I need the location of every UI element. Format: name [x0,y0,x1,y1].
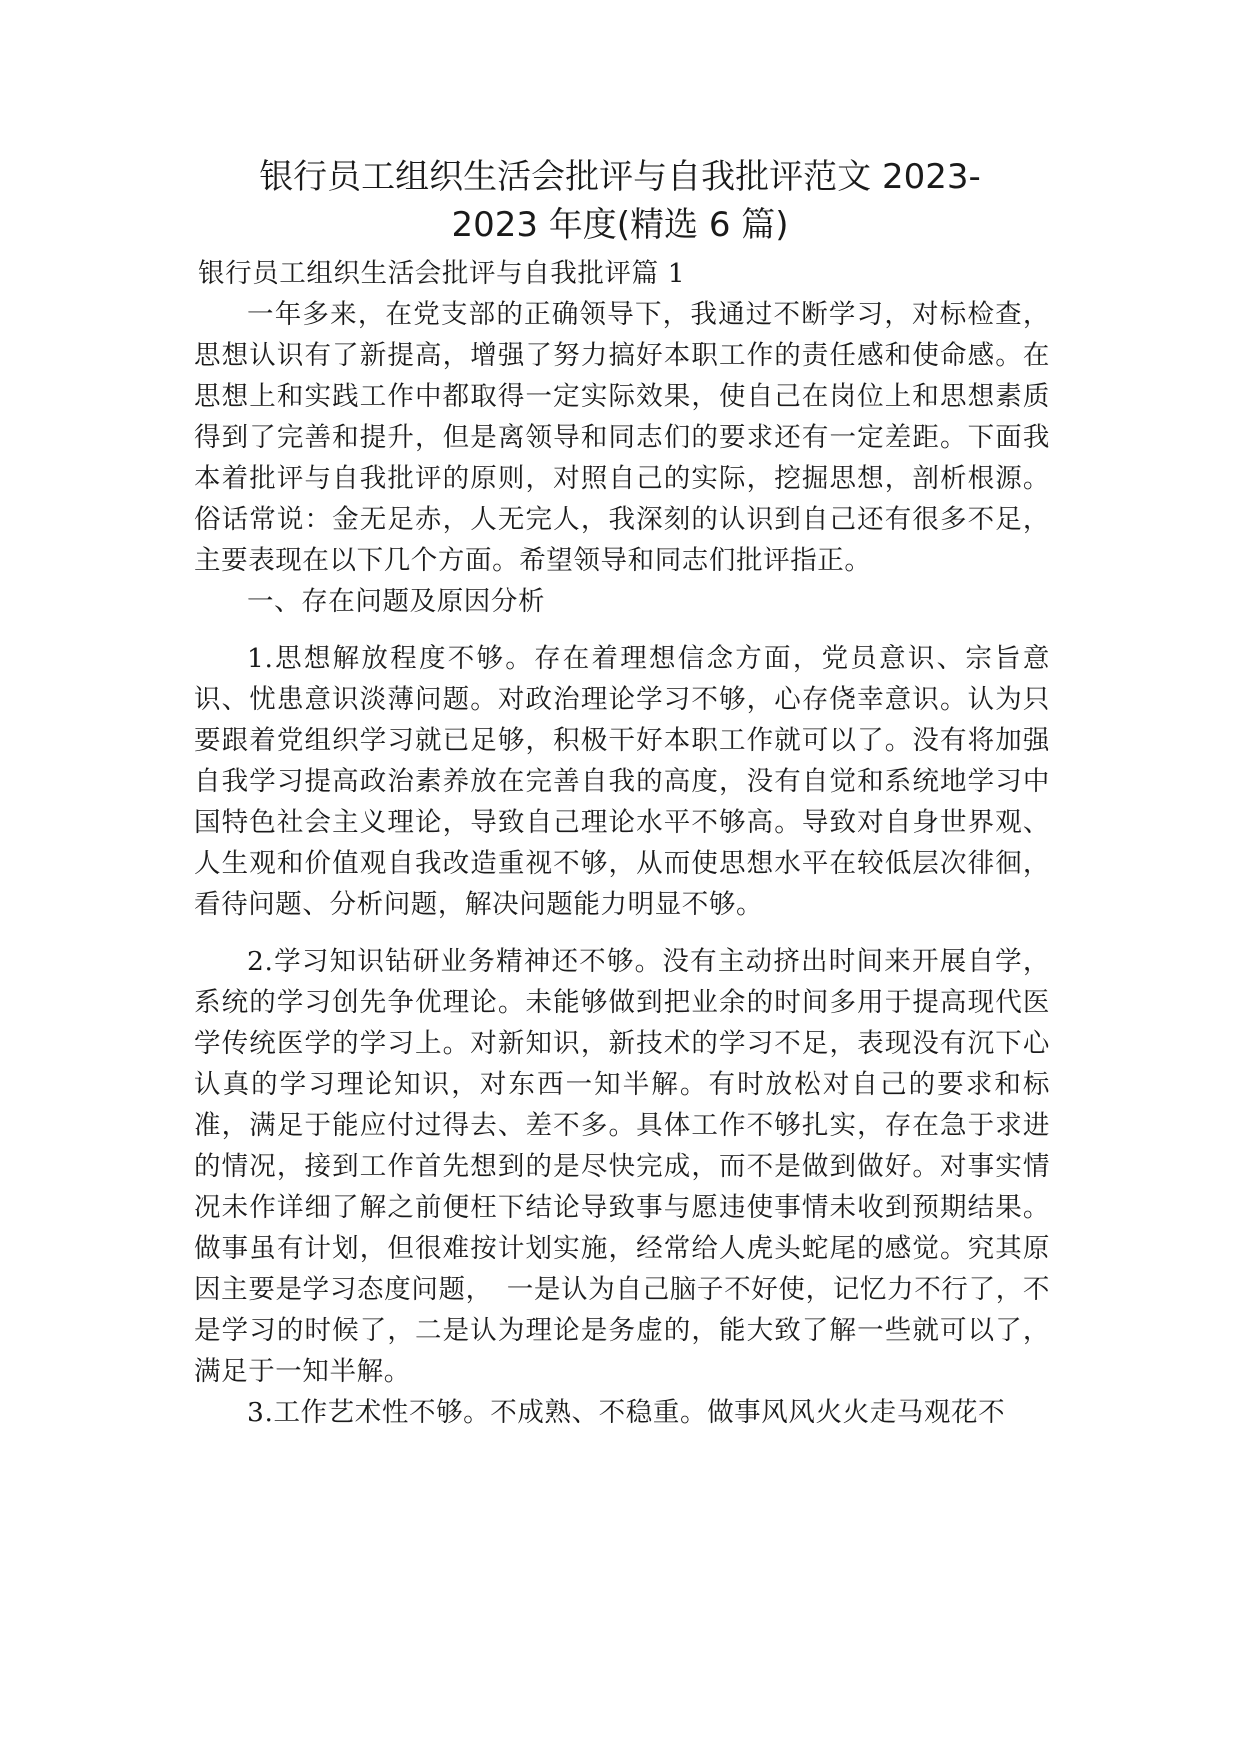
document-body [194,253,1050,1433]
document-title [180,153,1060,249]
paragraph-intro: 一年多来，在党支部的正确领导下，我通过不断学习，对标检查，思想认识有了新提高，增强了努力搞好本职工作的责任感和使命感。在思想上和实践工作中都取得一定实际效果，使自己在岗位上和思想素质得到了完善和提升，但是离领导和同志们的要求还有一定差距。下面我本着批评与自我批评的原则，对照自己的实际，挖掘思想，剖析根源。俗话常说：金无足赤，人无完人，我深刻的认识到自己还有很多不足，主要表现在以下几个方面。希望领导和同志们批评指正。 [194,299,1050,576]
paragraph-point-2: 2.学习知识钻研业务精神还不够。没有主动挤出时间来开展自学，系统的学习创先争优理论。未能够做到把业余的时间多用于提高现代医学传统医学的学习上。对新知识，新技术的学习不足，表现没有沉下心认真的学习理论知识，对东西一知半解。有时放松对自己的要求和标准，满足于能应付过得去、差不多。具体工作不够扎实，存在急于求进的情况，接到工作首先想到的是尽快完成，而不是做到做好。对事实情况未作详细了解之前便枉下结论导致事与愿违使事情未收到预期结果。做事虽有计划，但很难按计划实施，经常给人虎头蛇尾的感觉。究其原因主要是学习态度问题， 一是认为自己脑子不好使，记忆力不行了，不是学习的时候了，二是认为理论是务虚的，能大致了解一些就可以了，满足于一知半解。 [194,946,1050,1387]
paragraph-point-3: 3.工作艺术性不够。不成熟、不稳重。做事风风火火走马观花不 [247,1397,1006,1428]
document-title-line-2: 2023 年度(精选 6 篇) [451,205,789,245]
section-heading: 银行员工组织生活会批评与自我批评篇 1 [198,258,686,289]
paragraph-heading-problems: 一、存在问题及原因分析 [247,586,546,617]
paragraph-point-1: 1.思想解放程度不够。存在着理想信念方面，党员意识、宗旨意识、忧患意识淡薄问题。对政治理论学习不够，心存侥幸意识。认为只要跟着党组织学习就已足够，积极干好本职工作就可以了。没有将加强自我学习提高政治素养放在完善自我的高度，没有自觉和系统地学习中国特色社会主义理论，导致自己理论水平不够高。导致对自身世界观、人生观和价值观自我改造重视不够，从而使思想水平在较低层次徘徊，看待问题、分析问题，解决问题能力明显不够。 [194,643,1050,920]
document-title-line-1: 银行员工组织生活会批评与自我批评范文 2023- [259,157,981,197]
